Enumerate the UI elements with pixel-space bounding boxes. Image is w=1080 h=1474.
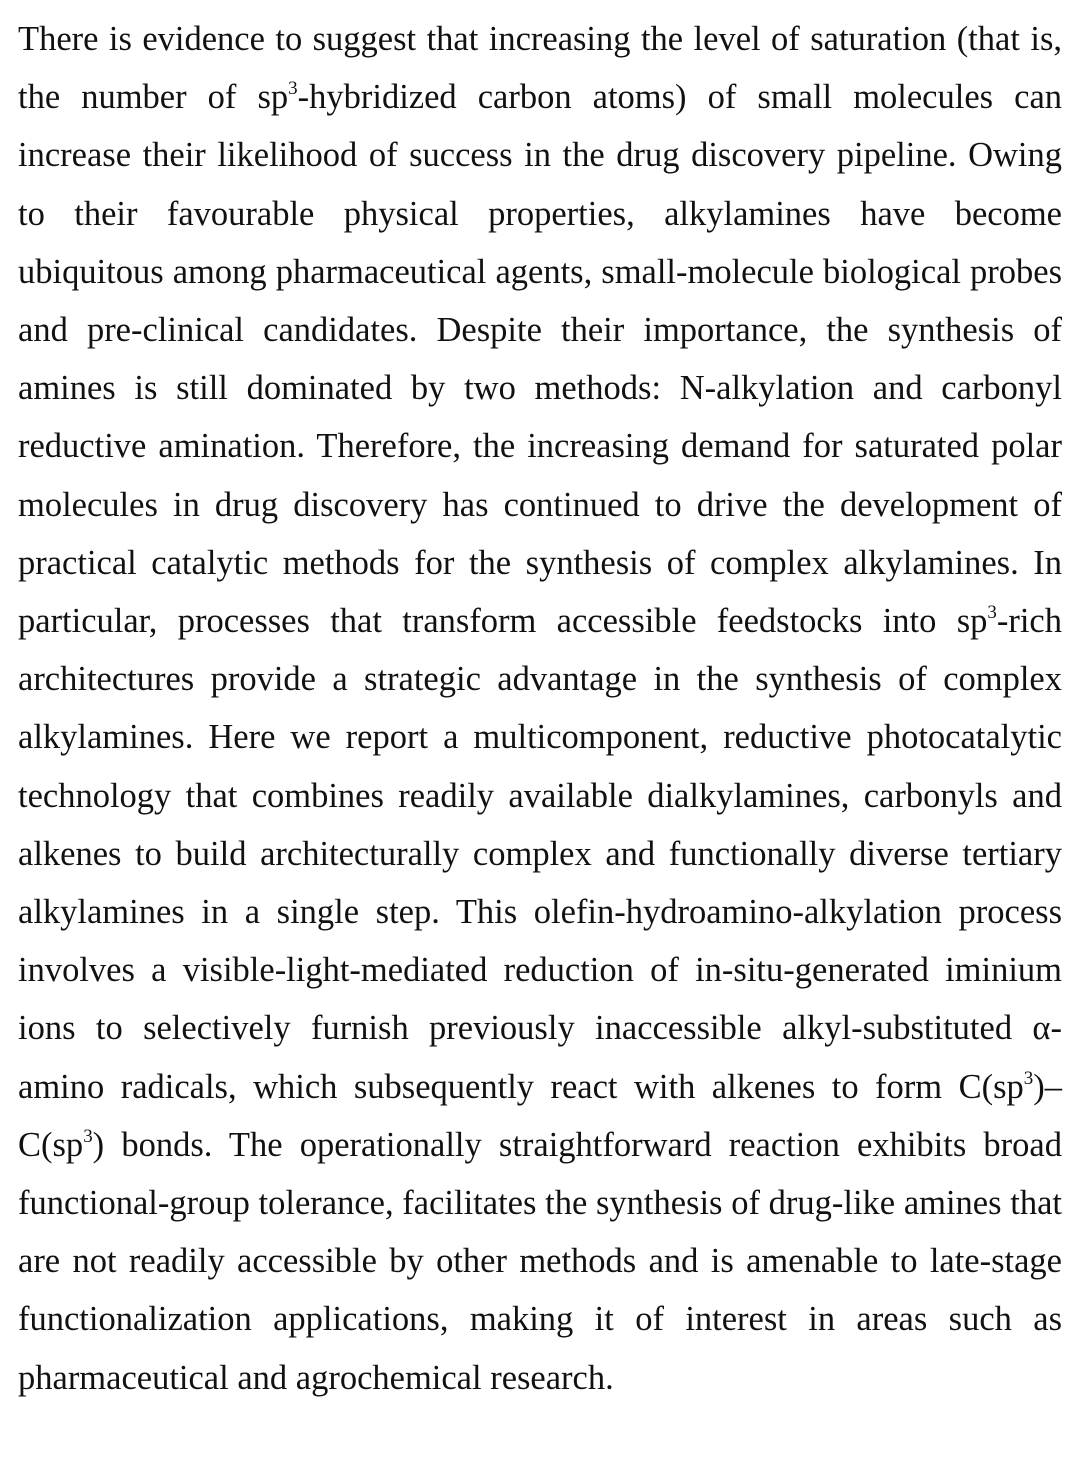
abstract-text-4: )–C(sp	[18, 1067, 1062, 1164]
abstract-text-1: There is evidence to suggest that increasing the level of saturation (that is, the number of sp	[18, 20, 1062, 117]
abstract-paragraph	[18, 10, 1062, 1407]
superscript-3: 3	[1023, 1067, 1034, 1089]
abstract-text-3: -rich architectures provide a strategic advantage in the synthesis of complex alkylamines. Here we report a multicomponent, reductive photocatalytic technology that combines readily available dialkylamines, carbonyls and alkenes to build architecturally complex and functionally diverse tertiary alkylamines in a single step. This olefin-hydroamino-alkylation process involves a visible-light-mediated reduction of in-situ-generated iminium ions to selectively furnish previously inaccessible alkyl-substituted α-amino radicals, which subsequently react with alkenes to form C(sp	[18, 602, 1062, 1106]
abstract-text-5: ) bonds. The operationally straightforward reaction exhibits broad functional-group tolerance, facilitates the synthesis of drug-like amines that are not readily accessible by other methods and is amenable to late-stage functionalization applications, making it of interest in areas such as pharmaceutical and agrochemical research.	[18, 1125, 1062, 1397]
abstract-text-2: -hybridized carbon atoms) of small molecules can increase their likelihood of success in the drug discovery pipeline. Owing to their favourable physical properties, alkylamines have become ubiquitous among pharmaceutical agents, small-molecule biological probes and pre-clinical candidates. Despite their importance, the synthesis of amines is still dominated by two methods: N-alkylation and carbonyl reductive amination. Therefore, the increasing demand for saturated polar molecules in drug discovery has continued to drive the development of practical catalytic methods for the synthesis of complex alkylamines. In particular, processes that transform accessible feedstocks into sp	[18, 78, 1063, 641]
superscript-3: 3	[987, 601, 997, 623]
superscript-3: 3	[288, 77, 298, 99]
superscript-3: 3	[83, 1125, 93, 1147]
